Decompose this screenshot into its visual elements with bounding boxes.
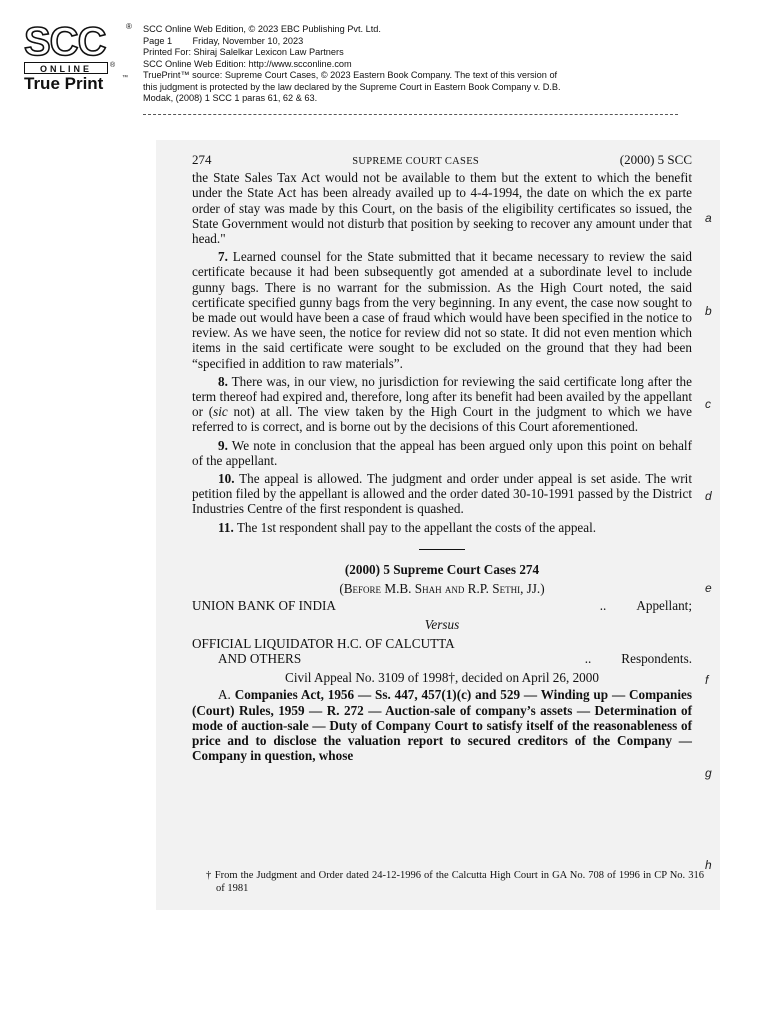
paragraph-7 xyxy=(192,249,692,371)
appellant-line xyxy=(192,598,692,613)
paragraph-text: We note in conclusion that the appeal has been argued only upon this point on behalf of the appellant. xyxy=(192,437,692,468)
paragraph-text: The 1st respondent shall pay to the appellant the costs of the appeal. xyxy=(233,519,597,535)
header-line: SCC Online Web Edition: http://www.scconline.com xyxy=(143,58,352,69)
paragraph-number: 10. xyxy=(218,471,235,487)
scc-online-true-print-logo xyxy=(22,22,134,94)
respondent-line xyxy=(192,651,692,666)
paragraph-11 xyxy=(192,520,692,535)
case-citation: (2000) 5 Supreme Court Cases 274 xyxy=(344,561,540,577)
headnote xyxy=(192,687,692,763)
paragraph-number: 7. xyxy=(218,249,228,265)
logo-true-print-text: True Print xyxy=(24,74,104,93)
logo-tm-mark: ™ xyxy=(122,75,128,81)
paragraph-9 xyxy=(192,438,692,468)
respondent-dots: .. xyxy=(584,650,592,666)
appellant-role: Appellant; xyxy=(636,598,692,614)
appellant-dots: .. xyxy=(599,598,607,614)
section-divider xyxy=(419,549,465,550)
logo-registered-mark: ® xyxy=(126,22,132,31)
page-number: 274 xyxy=(192,152,212,167)
sic-text: sic xyxy=(213,404,228,420)
footnote: † From the Judgment and Order dated 24-12-1996 of the Calcutta High Court in GA No. 708 of 1996 in CP No. 316 of 1981 xyxy=(206,870,704,894)
judgment-text xyxy=(192,152,692,777)
versus: Versus xyxy=(424,617,460,633)
header-line: Printed For: Shiraj Salelkar Lexicon Law Partners xyxy=(143,47,344,57)
header-line: this judgment is protected by the law declared by the Supreme Court in Eastern Book Company v. D.B. xyxy=(143,81,561,92)
header-line: Modak, (2008) 1 SCC 1 paras 61, 62 & 63. xyxy=(143,93,318,103)
appellant-name: UNION BANK OF INDIA xyxy=(192,598,336,614)
paragraph-text: The appeal is allowed. The judgment and order under appeal is set aside. The writ petition filed by the appellant is allowed and the order dated 30-10-1991 passed by the District Industries Centre of the first respondent is quashed. xyxy=(192,471,692,517)
running-citation: (2000) 5 SCC xyxy=(619,152,692,167)
paragraph-number: 8. xyxy=(218,373,228,389)
paragraph-10 xyxy=(192,471,692,517)
paragraph-text: Learned counsel for the State submitted that it became necessary to review the said certificate because it had been subsequently got amended at a subordinate level to include gunny bags. There is no warrant for the submission. As the High Court noted, the said certificate specified gunny bags from the very beginning. In any event, the case now sought to be made out would have been a case of fraud which would have been specified in the notice to review. As we have seen, the notice for review did not so state. It did not even mention which items in the said certificate were sought to be excluded on the ground that they had been “specified in addition to raw materials”. xyxy=(192,249,692,371)
paragraph-8 xyxy=(192,374,692,435)
logo-online-mark: ® xyxy=(110,62,116,69)
header-divider xyxy=(143,114,678,115)
margin-letter: b xyxy=(705,304,712,318)
paragraph-text: There was, in our view, no jurisdiction for reviewing the said certificate long after the term thereof had expired and, therefore, long after its benefit had been availed by the appellant or ( xyxy=(192,373,692,420)
header-line: Page 1 Friday, November 10, 2023 xyxy=(143,35,304,46)
print-header-info xyxy=(143,24,703,105)
headnote-label: A. xyxy=(218,687,231,703)
margin-letter: e xyxy=(705,581,712,595)
margin-letter: g xyxy=(705,766,712,780)
respondent-name-2: AND OTHERS xyxy=(218,650,302,666)
logo-online-text: ONLINE xyxy=(24,62,108,74)
headnote-text: Companies Act, 1956 — Ss. 447, 457(1)(c) and 529 — Winding up — Companies (Court) Rules, 1959 — R. 272 — Auction-sale of company’s assets — Determination of mode of auction-sale — Duty of Company Court to satisfy itself of the reasonableness of price and to disclose the valuation report to secured creditors of the Company — Company in question, whose xyxy=(192,687,692,764)
header-line: SCC Online Web Edition, © 2023 EBC Publishing Pvt. Ltd. xyxy=(143,24,381,34)
respondent-role: Respondents. xyxy=(621,650,692,666)
journal-title: SUPREME COURT CASES xyxy=(352,156,480,167)
civil-appeal-line: Civil Appeal No. 3109 of 1998†, decided on April 26, 2000 xyxy=(285,670,599,686)
paragraph-text: not) at all. The view taken by the High Court in the judgment to which we have referred to is correct, and is borne out by the decisions of this Court aforementioned. xyxy=(192,404,692,435)
paragraph-number: 9. xyxy=(218,437,228,453)
paragraph-continued: the State Sales Tax Act would not be available to them but the extent to which the benefit under the State Act has been already availed up to 4-4-1994, the date on which the ex parte order of stay was made by this Court, on the basis of the eligibility certificates so issued, the State Government would not disturb that position by seeking to recover any amount under that head." xyxy=(192,170,692,247)
paragraph-number: 11. xyxy=(218,519,234,535)
margin-letter: c xyxy=(705,397,711,411)
bench: (Before M.B. Shah and R.P. Sethi, JJ.) xyxy=(339,581,545,597)
margin-letter: a xyxy=(705,211,712,225)
margin-letter: f xyxy=(705,673,709,687)
margin-letter: d xyxy=(705,489,712,503)
running-head xyxy=(192,152,692,169)
margin-letter: h xyxy=(705,858,712,872)
logo-scc-text: SCC xyxy=(24,20,106,64)
header-line: TruePrint™ source: Supreme Court Cases, © 2023 Eastern Book Company. The text of this version of xyxy=(143,70,558,80)
respondent-name-1: OFFICIAL LIQUIDATOR H.C. OF CALCUTTA xyxy=(192,635,455,651)
